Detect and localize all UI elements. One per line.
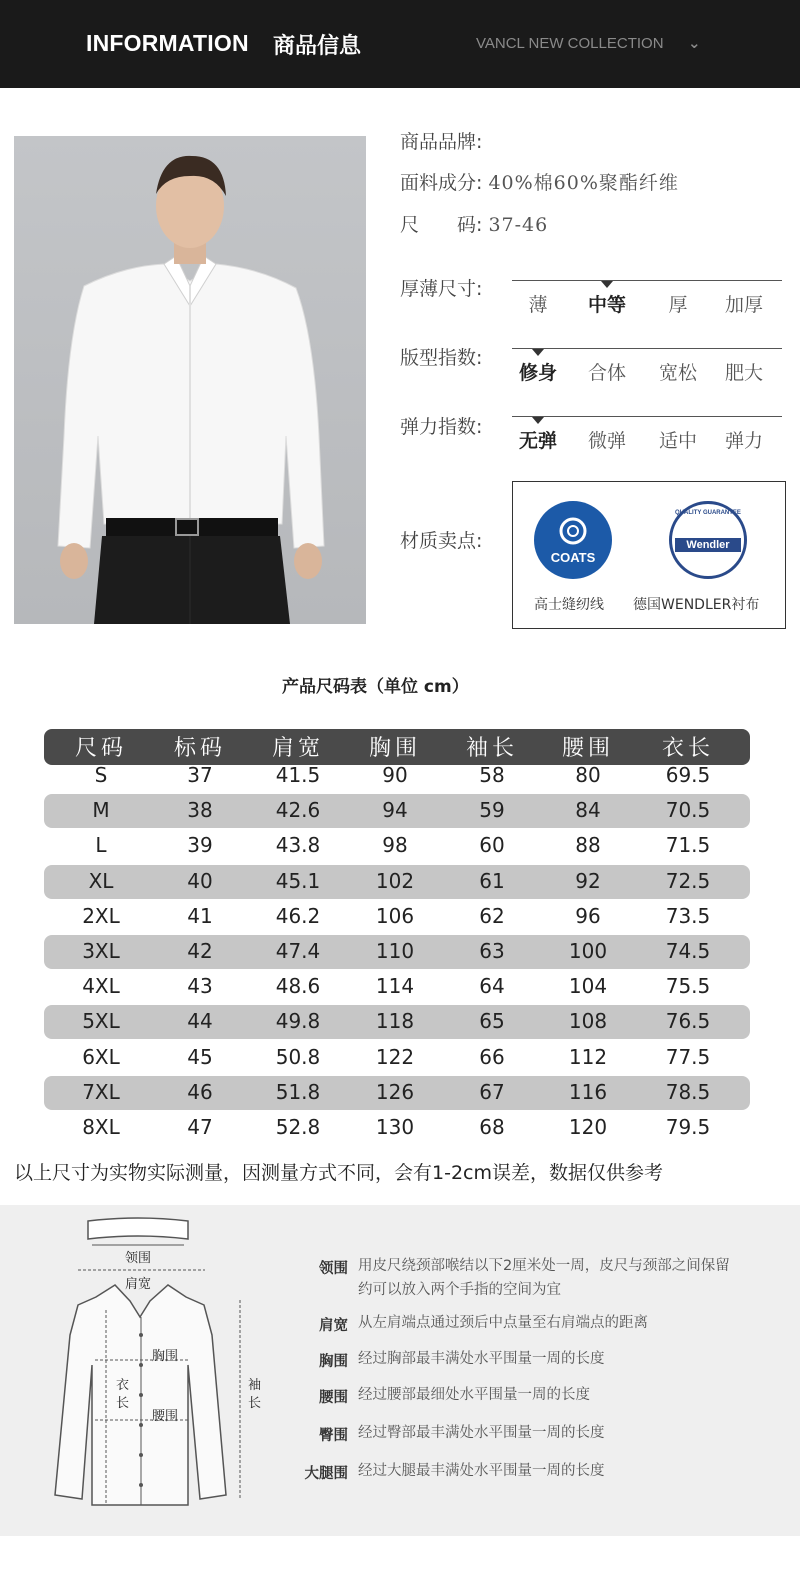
- guide-desc: 经过腰部最细处水平围量一周的长度: [358, 1387, 590, 1403]
- fit-label: 版型指数:: [400, 347, 483, 369]
- table-cell: 112: [568, 1044, 608, 1069]
- fabric-label: 面料成分:: [400, 172, 483, 194]
- table-cell: 42.6: [275, 798, 321, 823]
- table-cell: 94: [382, 798, 408, 823]
- fit-scale: [512, 348, 782, 388]
- table-cell: 59: [479, 798, 505, 823]
- collection-link[interactable]: VANCL NEW COLLECTION: [476, 35, 664, 52]
- table-cell: 96: [575, 903, 601, 928]
- table-cell: 75.5: [665, 974, 711, 999]
- diagram-label-shoulder: 肩宽: [125, 1277, 152, 1292]
- banner-title-cn: 商品信息: [273, 34, 362, 59]
- table-cell: 100: [568, 939, 608, 963]
- table-cell: 106: [375, 903, 415, 928]
- diagram-label-sleeve: 袖长: [248, 1378, 262, 1411]
- scale-line: [512, 416, 782, 417]
- table-header-cell: 肩宽: [271, 736, 324, 761]
- wendler-logo: [669, 501, 747, 579]
- table-cell: M: [92, 798, 110, 823]
- guide-desc: 约可以放入两个手指的空间为宜: [358, 1282, 561, 1298]
- scale-option: 薄: [528, 294, 548, 316]
- size-range-label: 尺 码:: [400, 214, 483, 236]
- scale-option-selected: 中等: [587, 294, 626, 316]
- brand-label: 商品品牌:: [400, 131, 483, 153]
- scale-option: 适中: [658, 430, 697, 452]
- measurement-guide: [0, 1205, 800, 1536]
- scale-option: 合体: [587, 362, 626, 384]
- table-cell: 120: [568, 1115, 608, 1139]
- table-cell: 2XL: [82, 903, 120, 928]
- table-cell: 77.5: [665, 1044, 711, 1069]
- scale-option: 厚: [668, 294, 688, 316]
- table-cell: 47.4: [275, 939, 321, 963]
- table-cell: 38: [187, 798, 213, 823]
- table-cell: 63: [479, 939, 505, 963]
- scale-option: 弹力: [724, 430, 763, 452]
- table-cell: 70.5: [665, 798, 711, 823]
- table-cell: 126: [375, 1079, 415, 1104]
- table-cell: 88: [575, 833, 601, 858]
- table-cell: 76.5: [665, 1009, 711, 1034]
- table-cell: 67: [479, 1079, 505, 1104]
- table-cell: 47: [187, 1115, 213, 1139]
- fabric-row: [400, 168, 679, 195]
- elasticity-label: 弹力指数:: [400, 416, 483, 438]
- table-cell: 49.8: [275, 1009, 321, 1034]
- guide-key: 胸围: [319, 1354, 348, 1370]
- table-cell: 84: [575, 798, 601, 823]
- table-header-cell: 标码: [173, 736, 226, 761]
- table-cell: 43.8: [275, 833, 321, 858]
- table-cell: 64: [479, 974, 505, 999]
- table-cell: 62: [479, 903, 505, 928]
- table-cell: 78.5: [665, 1079, 711, 1104]
- diagram-label-length: 衣长: [116, 1378, 130, 1411]
- guide-desc: 经过胸部最丰满处水平围量一周的长度: [358, 1351, 605, 1367]
- material-box: [512, 481, 786, 629]
- table-cell: 41.5: [275, 763, 321, 787]
- table-cell: 3XL: [82, 939, 120, 963]
- table-cell: 43: [187, 974, 213, 999]
- table-cell: 46.2: [275, 903, 321, 928]
- table-cell: 51.8: [275, 1079, 321, 1104]
- scale-option: 微弹: [587, 430, 626, 452]
- size-table-title: 产品尺码表（单位 cm）: [282, 677, 469, 697]
- table-cell: 92: [575, 868, 601, 893]
- elasticity-scale: [512, 416, 782, 456]
- table-header-cell: 腰围: [561, 736, 614, 761]
- guide-key: 领围: [319, 1261, 348, 1277]
- table-cell: 46: [187, 1079, 213, 1104]
- table-cell: S: [94, 763, 108, 787]
- table-cell: 69.5: [665, 763, 711, 787]
- table-cell: 122: [375, 1044, 415, 1069]
- table-cell: 65: [479, 1009, 505, 1034]
- table-cell: 73.5: [665, 903, 711, 928]
- table-cell: 116: [568, 1079, 608, 1104]
- table-cell: 40: [187, 868, 213, 893]
- table-cell: 114: [375, 974, 415, 999]
- table-cell: 5XL: [82, 1009, 120, 1034]
- thickness-scale: [512, 280, 782, 320]
- wendler-caption: 德国WENDLER衬布: [633, 597, 760, 613]
- scale-line: [512, 280, 782, 281]
- coats-logo: [534, 501, 612, 579]
- table-cell: 80: [575, 763, 601, 787]
- table-header-cell: 袖长: [465, 736, 518, 761]
- table-cell: 41: [187, 903, 213, 928]
- wendler-ring-text: QUALITY GUARANTEE: [675, 510, 741, 516]
- guide-key: 腰围: [319, 1390, 348, 1406]
- guide-desc: 经过大腿最丰满处水平围量一周的长度: [358, 1463, 605, 1479]
- table-cell: 72.5: [665, 868, 711, 893]
- guide-key: 大腿围: [304, 1466, 348, 1482]
- table-cell: 7XL: [82, 1079, 120, 1104]
- table-cell: 45: [187, 1044, 213, 1069]
- table-cell: 108: [568, 1009, 608, 1034]
- coats-caption: 高士缝纫线: [534, 597, 604, 613]
- table-cell: 79.5: [665, 1115, 711, 1139]
- table-cell: 42: [187, 939, 213, 963]
- table-header-cell: 胸围: [368, 736, 421, 761]
- table-cell: 118: [375, 1009, 415, 1034]
- guide-key: 肩宽: [319, 1318, 348, 1334]
- table-cell: 58: [479, 763, 505, 787]
- table-cell: 52.8: [275, 1115, 321, 1139]
- table-cell: 39: [187, 833, 213, 858]
- diagram-label-waist: 腰围: [152, 1409, 179, 1424]
- diagram-label-collar: 领围: [125, 1251, 152, 1266]
- table-cell: 102: [375, 868, 415, 893]
- table-header-cell: 尺码: [74, 736, 127, 761]
- table-cell: 71.5: [665, 833, 711, 858]
- scale-line: [512, 348, 782, 349]
- guide-key: 臀围: [319, 1428, 348, 1444]
- table-cell: XL: [88, 868, 114, 893]
- table-cell: 4XL: [82, 974, 120, 999]
- banner-title-en: INFORMATION: [86, 30, 249, 56]
- scale-option: 宽松: [658, 362, 697, 384]
- guide-desc: 用皮尺绕颈部喉结以下2厘米处一周，皮尺与颈部之间保留: [358, 1258, 730, 1274]
- size-range-row: [400, 210, 548, 237]
- guide-desc: 从左肩端点通过颈后中点量至右肩端点的距离: [358, 1315, 648, 1331]
- table-cell: 48.6: [275, 974, 321, 999]
- top-banner: [0, 0, 800, 88]
- brand-row: [400, 127, 482, 154]
- model-photo: [14, 136, 366, 624]
- table-cell: 98: [382, 833, 408, 858]
- table-cell: 44: [187, 1009, 213, 1034]
- scale-option: 肥大: [724, 362, 763, 384]
- selected-marker-icon: [532, 349, 544, 356]
- table-cell: 6XL: [82, 1044, 120, 1069]
- scale-option-selected: 修身: [518, 362, 557, 384]
- material-label: 材质卖点:: [400, 530, 483, 552]
- table-cell: 61: [479, 868, 505, 893]
- scale-option-selected: 无弹: [518, 430, 557, 452]
- thickness-label: 厚薄尺寸:: [400, 278, 483, 300]
- size-note: 以上尺寸为实物实际测量，因测量方式不同，会有1-2cm误差，数据仅供参考: [14, 1162, 663, 1184]
- scale-option: 加厚: [724, 294, 763, 316]
- table-cell: L: [95, 833, 107, 858]
- diagram-label-chest: 胸围: [152, 1349, 179, 1364]
- table-cell: 45.1: [275, 868, 321, 893]
- table-cell: 37: [187, 763, 213, 787]
- table-cell: 66: [479, 1044, 505, 1069]
- table-cell: 74.5: [665, 939, 711, 963]
- size-range-value: 37-46: [488, 214, 549, 236]
- selected-marker-icon: [601, 281, 613, 288]
- table-cell: 90: [382, 763, 408, 787]
- chevron-down-icon[interactable]: ⌄: [688, 34, 701, 52]
- coats-logo-text: COATS: [550, 550, 596, 565]
- table-cell: 60: [479, 833, 505, 858]
- table-header-cell: 衣长: [661, 736, 714, 761]
- table-cell: 104: [568, 974, 608, 999]
- selected-marker-icon: [532, 417, 544, 424]
- table-cell: 8XL: [82, 1115, 120, 1139]
- fabric-value: 40%棉60%聚酯纤维: [488, 172, 679, 194]
- guide-desc: 经过臀部最丰满处水平围量一周的长度: [358, 1425, 605, 1441]
- table-cell: 130: [375, 1115, 415, 1139]
- wendler-logo-text: Wendler: [686, 539, 730, 551]
- table-cell: 50.8: [275, 1044, 321, 1069]
- table-cell: 110: [375, 939, 415, 963]
- table-cell: 68: [479, 1115, 505, 1139]
